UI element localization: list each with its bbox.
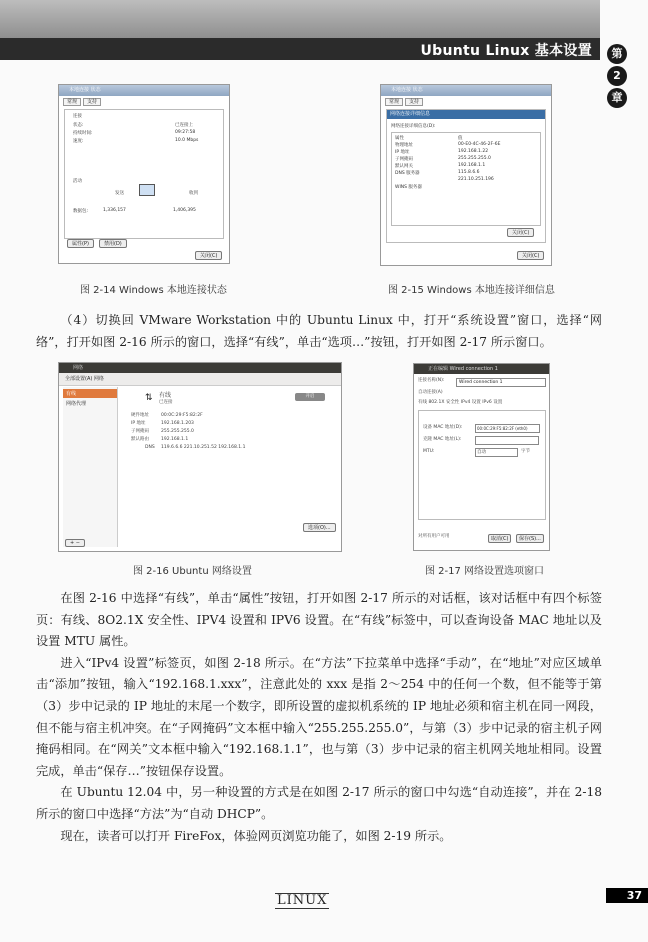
fig-2-14-row-value: 10.0 Mbps bbox=[175, 138, 199, 143]
add-remove-button[interactable]: + − bbox=[65, 539, 85, 547]
paragraph-text: （4）切换回 VMware Workstation 中的 Ubuntu Linux 中，打开“系统设置”窗口，选择“网络”，打开如图 2-16 所示的窗口，选择“有线”，单击“选项…”按钮，打开如图 2-17 所示窗口。 bbox=[36, 313, 602, 349]
fig-2-15-subtitle: 网络连接详细信息(D): bbox=[391, 124, 436, 129]
fig-2-15-prop-key: IP 地址 bbox=[395, 150, 410, 155]
conn-name-input[interactable]: Wired connection 1 bbox=[456, 378, 546, 387]
fig-2-15-tab2[interactable]: 支持 bbox=[405, 98, 423, 106]
clone-mac-input[interactable] bbox=[475, 436, 539, 445]
fig-2-15-col-header: 属性 bbox=[395, 136, 404, 141]
fig-2-16-sidebar bbox=[63, 387, 118, 547]
fig-2-14-row: 速度: bbox=[73, 139, 84, 144]
fig-2-14-row: 连接 bbox=[73, 114, 82, 119]
detail-value: 192.168.1.1 bbox=[161, 437, 189, 442]
all-users-checkbox[interactable]: 对所有用户可用 bbox=[418, 534, 450, 539]
fig-2-15-tabs bbox=[385, 98, 547, 105]
fig-2-14-recv-value: 1,406,395 bbox=[173, 208, 196, 213]
sidebar-item-wired[interactable]: 有线 bbox=[63, 389, 117, 398]
fig-2-17-window-title: 正在编辑 Wired connection 1 bbox=[414, 364, 549, 374]
detail-value: 255.255.255.0 bbox=[161, 429, 194, 434]
fig-2-14-status-box bbox=[64, 109, 224, 239]
network-arrows-icon: ⇅ bbox=[145, 393, 153, 403]
tab-8021x[interactable]: 802.1X 安全性 bbox=[428, 400, 460, 405]
save-button[interactable]: 保存(S)... bbox=[516, 534, 544, 543]
all-settings-button[interactable]: 全部设置(A) 网络 bbox=[59, 373, 341, 386]
properties-button[interactable]: 属性(P) bbox=[67, 239, 94, 248]
fig-2-15-prop-value: 221.10.251.196 bbox=[458, 177, 494, 182]
mac-select[interactable]: 00:0C:29:F5:82:2F (eth0) bbox=[475, 424, 540, 433]
tab-wired[interactable]: 有线 bbox=[418, 400, 427, 405]
fig-2-14-sent-value: 1,336,157 bbox=[103, 208, 126, 213]
caption-fig-2-17: 图 2-17 网络设置选项窗口 bbox=[425, 566, 545, 577]
fig-2-14-row-value: 09:27:58 bbox=[175, 130, 196, 135]
paragraph-3: 进入“IPv4 设置”标签页，如图 2-18 所示。在“方法”下拉菜单中选择“手动”，在“地址”对应区域单击“添加”按钮，输入“192.168.1.xxx”，注意此处的 xxx 是指 2～254 中的任何一个数，但不能等于第（3）步中记录的 IP 地址的末尾一个数字，即所设置的虚拟机系统的 IP 地址必须和宿主机在同一网段，但不能与宿主机冲突。在“子网掩码”文本框中输入“255.255.255.0”，与第（3）步中记录的宿主机子网掩码相同。在“网关”文本框中输入“192.168.1.1”，也与第（3）步中记录的宿主机网关地址相同。设置完成，单击“保存…”按钮保存设置。 bbox=[36, 655, 602, 778]
fig-2-15-prop-key: DNS 服务器 bbox=[395, 171, 420, 176]
figure-2-15 bbox=[380, 84, 552, 266]
fig-2-15-prop-key: 子网掩码 bbox=[395, 157, 413, 162]
fig-2-14-row: 状态: bbox=[73, 123, 84, 128]
fig-2-14-activity: 活动 bbox=[73, 179, 82, 184]
inner-close-button[interactable]: 关闭(C) bbox=[507, 228, 534, 237]
close-button[interactable]: 关闭(C) bbox=[517, 251, 544, 260]
fig-2-14-row-value: 已连接上 bbox=[175, 123, 193, 128]
caption-fig-2-14: 图 2-14 Windows 本地连接状态 bbox=[80, 285, 227, 296]
fig-2-16-window-title: 网络 bbox=[59, 363, 341, 373]
options-button[interactable]: 选项(O)... bbox=[303, 523, 336, 532]
fig-2-15-tab[interactable]: 常规 bbox=[385, 98, 403, 106]
header-title: Ubuntu Linux 基本设置 bbox=[420, 43, 592, 59]
fig-2-17-tabs bbox=[418, 400, 544, 406]
fig-2-15-prop-value: 192.168.1.22 bbox=[458, 149, 489, 154]
detail-key: DNS bbox=[145, 445, 155, 450]
fig-2-15-prop-value: 00-E0-4C-46-2F-6E bbox=[458, 142, 501, 147]
fig-2-15-prop-value: 115.8.6.6 bbox=[458, 170, 480, 175]
fig-2-15-prop-value: 192.168.1.1 bbox=[458, 163, 486, 168]
fig-2-14-packets: 数据包: bbox=[73, 209, 89, 214]
paragraph-4: 在 Ubuntu 12.04 中，另一种设置的方式是在如图 2-17 所示的窗口中勾选“自动连接”，并在 2-18 所示的窗口中选择“方法”为“自动 DHCP”。 bbox=[36, 785, 602, 821]
chapter-marker bbox=[607, 44, 629, 110]
detail-value: 192.168.1.203 bbox=[161, 421, 194, 426]
fig-2-15-prop-list bbox=[391, 132, 541, 226]
fig-2-15-prop-key: 默认网关 bbox=[395, 164, 413, 169]
mtu-stepper[interactable]: 自动 bbox=[475, 448, 518, 457]
page-number: 37 bbox=[606, 888, 648, 903]
chapter-mark-2: 2 bbox=[607, 66, 627, 86]
caption-fig-2-16: 图 2-16 Ubuntu 网络设置 bbox=[133, 566, 252, 577]
wired-toggle[interactable]: 开启 bbox=[295, 393, 325, 401]
paragraph-5: 现在，读者可以打开 FireFox，体验网页浏览功能了，如图 2-19 所示。 bbox=[60, 828, 452, 843]
fig-2-14-tab2[interactable]: 支持 bbox=[83, 98, 101, 106]
fig-2-14-tabs bbox=[63, 98, 225, 105]
paragraph-2: 在图 2-16 中选择“有线”，单击“属性”按钮，打开如图 2-17 所示的对话框，该对话框中有四个标签页：有线、8O2.1X 安全性、IPV4 设置和 IPV6 设置。在“有线”标签中，可以查询设备 MAC 地址以及设置 MTU 属性。 bbox=[36, 591, 602, 649]
page-header bbox=[0, 0, 600, 60]
fig-2-15-window-title: 本地连接 状态 bbox=[381, 85, 551, 96]
paragraph-1 bbox=[36, 310, 602, 353]
mtu-label: MTU: bbox=[423, 449, 435, 454]
fig-2-15-prop-key: WINS 服务器 bbox=[395, 185, 422, 190]
figure-2-16 bbox=[58, 362, 342, 552]
fig-2-15-col-header: 值 bbox=[458, 136, 463, 141]
fig-2-14-sent: 发送 bbox=[115, 191, 124, 196]
fig-2-17-tab-panel bbox=[418, 410, 546, 520]
detail-key: 子网掩码 bbox=[131, 429, 149, 434]
fig-2-15-details-dialog bbox=[386, 109, 546, 243]
clone-mac-label: 克隆 MAC 地址(L): bbox=[423, 437, 462, 442]
chapter-mark-3: 章 bbox=[607, 88, 627, 108]
detail-key: 硬件地址 bbox=[131, 413, 149, 418]
disable-button[interactable]: 禁用(D) bbox=[99, 239, 127, 248]
fig-2-15-prop-key: 物理地址 bbox=[395, 143, 413, 148]
mac-label: 设备 MAC 地址(D): bbox=[423, 425, 463, 430]
chapter-mark-1: 第 bbox=[607, 44, 627, 64]
fig-2-14-row: 持续时间: bbox=[73, 131, 93, 136]
body-text bbox=[36, 588, 602, 847]
fig-2-15-inner-title: 网络连接详细信息 bbox=[387, 110, 545, 119]
tab-ipv4[interactable]: IPv4 设置 bbox=[460, 400, 481, 405]
sidebar-item-proxy[interactable]: 网络代理 bbox=[66, 401, 87, 407]
detail-key: 默认路由 bbox=[131, 437, 149, 442]
detail-value: 00:0C:29:F5:82:2F bbox=[161, 413, 203, 418]
fig-2-14-window-title: 本地连接 状态 bbox=[59, 85, 229, 96]
fig-2-14-recv: 收到 bbox=[189, 191, 198, 196]
cancel-button[interactable]: 取消(C) bbox=[488, 534, 511, 543]
caption-fig-2-15: 图 2-15 Windows 本地连接详细信息 bbox=[388, 285, 555, 296]
mtu-unit: 字节 bbox=[521, 449, 530, 454]
tab-ipv6[interactable]: IPv6 设置 bbox=[482, 400, 503, 405]
figure-2-14 bbox=[58, 84, 230, 264]
conn-name-label: 连接名称(N): bbox=[418, 378, 445, 383]
detail-key: IP 地址 bbox=[131, 421, 146, 426]
auto-connect-checkbox[interactable]: 自动连接(A) bbox=[418, 390, 443, 395]
network-computer-icon bbox=[139, 184, 155, 196]
wired-status: 已连接 bbox=[159, 400, 173, 405]
fig-2-14-tab[interactable]: 常规 bbox=[63, 98, 81, 106]
figure-2-17 bbox=[413, 363, 550, 551]
fig-2-15-prop-value: 255.255.255.0 bbox=[458, 156, 491, 161]
detail-value: 119.6.6.6 221.10.251.52 192.168.1.1 bbox=[161, 445, 246, 450]
footer-linux-logo: LINUX bbox=[277, 893, 328, 908]
wired-title: 有线 bbox=[159, 392, 172, 399]
close-button[interactable]: 关闭(C) bbox=[195, 251, 222, 260]
